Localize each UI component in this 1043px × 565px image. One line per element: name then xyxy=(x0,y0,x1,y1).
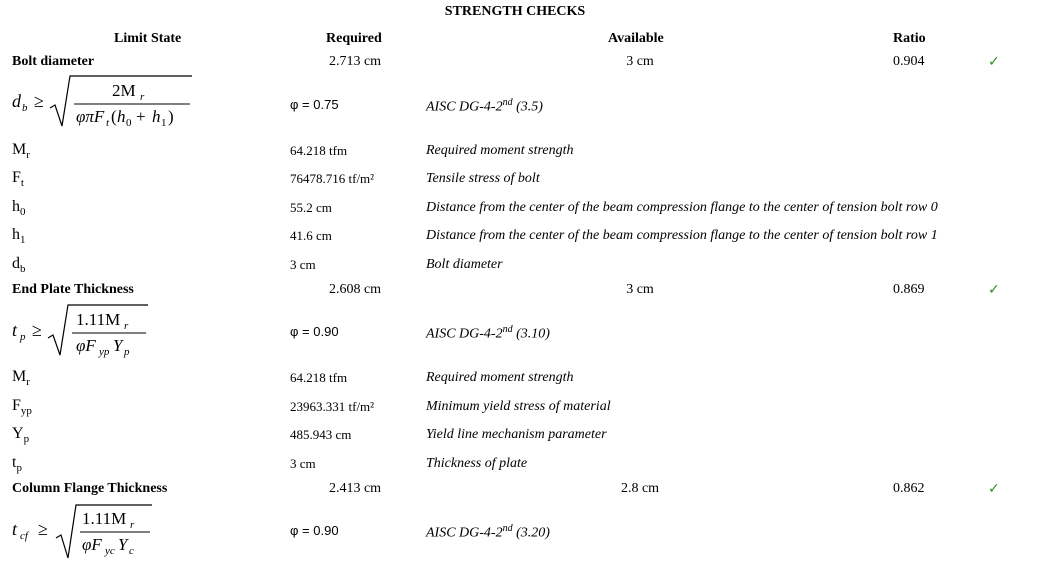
param-description: Thickness of plate xyxy=(426,456,528,471)
formula-numerator-sub: r xyxy=(130,519,135,531)
param-value: 41.6 cm xyxy=(290,228,332,243)
page-title: STRENGTH CHECKS xyxy=(444,4,586,19)
formula-lhs: t xyxy=(12,320,18,340)
svg-text:Y: Y xyxy=(113,336,123,355)
header-required: Required xyxy=(326,31,382,46)
param-value: 485.943 cm xyxy=(290,427,352,442)
param-description: Minimum yield stress of material xyxy=(426,399,611,414)
available-value: 3 cm xyxy=(626,282,654,297)
param-symbol: $M_r$ xyxy=(12,368,30,388)
svg-text:t: t xyxy=(106,117,110,129)
check-icon: ✓ xyxy=(988,54,1000,70)
formula-lhs: d xyxy=(12,91,21,111)
svg-text:1: 1 xyxy=(161,117,167,129)
available-value: 3 cm xyxy=(626,54,654,69)
formula-lhs-sub: b xyxy=(22,102,28,114)
header-ratio: Ratio xyxy=(893,31,926,46)
formula-numerator-sub: r xyxy=(124,320,129,332)
param-description: Yield line mechanism parameter xyxy=(426,427,607,442)
formula-numerator-sub: r xyxy=(140,91,145,103)
formula-end-plate-thickness xyxy=(10,302,160,363)
param-description: Tensile stress of bolt xyxy=(426,171,540,186)
check-icon: ✓ xyxy=(988,481,1000,497)
svg-text:≥: ≥ xyxy=(32,320,42,340)
svg-text:h: h xyxy=(152,107,161,126)
svg-text:0: 0 xyxy=(126,117,132,129)
formula-lhs-sub: cf xyxy=(20,530,28,542)
svg-text:φF: φF xyxy=(82,535,102,554)
param-description: Distance from the center of the beam compression flange to the center of tension bolt row 1 xyxy=(426,228,938,243)
svg-text:φπF: φπF xyxy=(76,107,105,126)
formula-reference: AISC DG-4-2nd (3.10) xyxy=(426,324,550,342)
svg-text:φF: φF xyxy=(76,336,96,355)
phi-value: φ = 0.90 xyxy=(290,324,339,339)
check-icon: ✓ xyxy=(988,282,1000,298)
param-value: 64.218 tfm xyxy=(290,370,348,385)
svg-text:≥: ≥ xyxy=(34,91,44,111)
header-available: Available xyxy=(608,31,664,46)
param-description: Required moment strength xyxy=(426,370,574,385)
param-description: Required moment strength xyxy=(426,143,574,158)
svg-text:+: + xyxy=(136,107,146,126)
param-value: 23963.331 tf/m² xyxy=(290,399,375,414)
svg-text:h: h xyxy=(117,107,126,126)
required-value: 2.713 cm xyxy=(328,54,382,69)
param-symbol: $h_0$ xyxy=(12,198,26,218)
param-symbol: $t_p$ xyxy=(12,454,22,474)
formula-lhs: t xyxy=(12,519,18,539)
svg-text:yp: yp xyxy=(99,346,110,358)
param-symbol: $F_t$ xyxy=(12,169,24,189)
svg-text:≥: ≥ xyxy=(38,519,48,539)
param-value: 55.2 cm xyxy=(290,200,332,215)
formula-numerator: 1.11M xyxy=(82,509,127,528)
param-symbol: $d_b$ xyxy=(12,255,26,275)
required-value: 2.608 cm xyxy=(328,282,382,297)
formula-reference: AISC DG-4-2nd (3.20) xyxy=(426,523,550,541)
ratio-value: 0.862 xyxy=(893,481,925,496)
formula-reference: AISC DG-4-2nd (3.5) xyxy=(426,97,543,115)
svg-text:(: ( xyxy=(111,107,117,126)
svg-text:): ) xyxy=(168,107,174,126)
formula-lhs-sub: p xyxy=(20,331,26,343)
header-limit-state: Limit State xyxy=(114,31,182,46)
svg-text:Y: Y xyxy=(118,535,128,554)
formula-column-flange-thickness xyxy=(10,502,170,565)
param-symbol: $h_1$ xyxy=(12,226,26,246)
param-value: 64.218 tfm xyxy=(290,143,348,158)
param-symbol: $F_{yp}$ xyxy=(12,397,32,417)
required-value: 2.413 cm xyxy=(328,481,382,496)
ratio-value: 0.904 xyxy=(893,54,925,69)
param-description: Distance from the center of the beam compression flange to the center of tension bolt row 0 xyxy=(426,200,938,215)
available-value: 2.8 cm xyxy=(620,481,660,496)
param-symbol: $Y_p$ xyxy=(12,425,30,445)
section-name: Column Flange Thickness xyxy=(12,481,168,496)
ratio-value: 0.869 xyxy=(893,282,925,297)
formula-bolt-diameter xyxy=(10,74,200,135)
section-name: Bolt diameter xyxy=(12,54,95,69)
phi-value: φ = 0.90 xyxy=(290,523,339,538)
param-value: 3 cm xyxy=(290,456,316,471)
formula-numerator: 1.11M xyxy=(76,310,121,329)
svg-text:yc: yc xyxy=(105,545,115,557)
param-symbol: $M_r$ xyxy=(12,141,30,161)
section-name: End Plate Thickness xyxy=(12,282,134,297)
param-value: 3 cm xyxy=(290,257,316,272)
param-value: 76478.716 tf/m² xyxy=(290,171,375,186)
phi-value: φ = 0.75 xyxy=(290,97,339,112)
svg-text:p: p xyxy=(124,346,130,358)
svg-text:c: c xyxy=(129,545,134,557)
formula-numerator: 2M xyxy=(112,81,136,100)
param-description: Bolt diameter xyxy=(426,257,503,272)
